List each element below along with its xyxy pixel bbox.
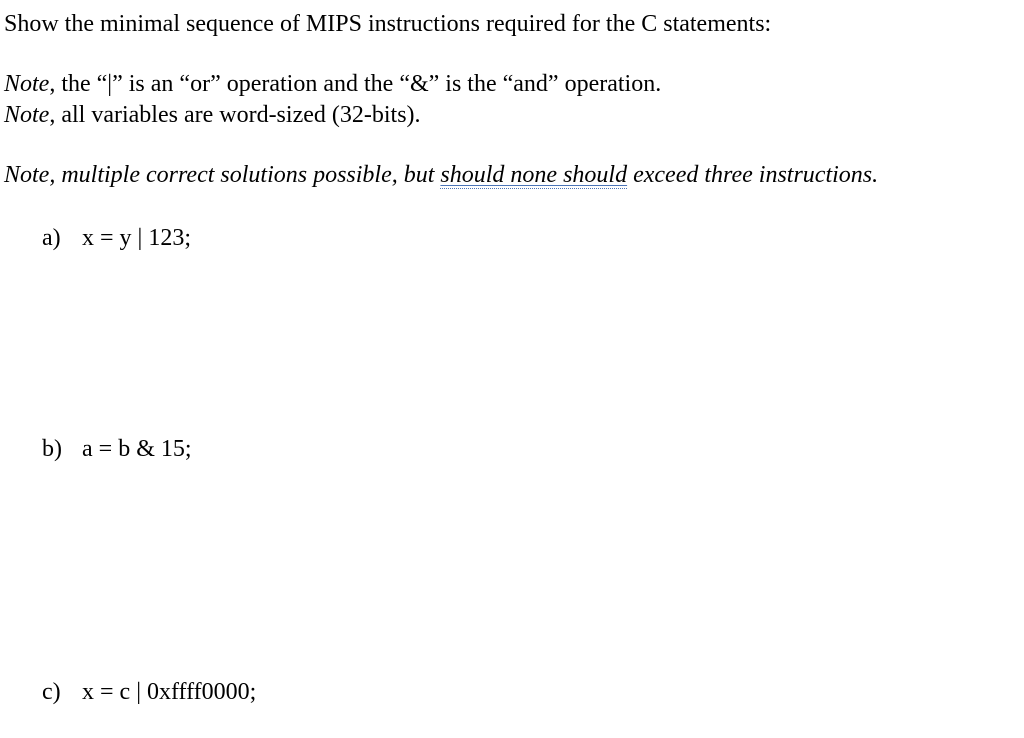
note-solutions-underlined: should none should <box>440 162 628 188</box>
question-statement: x = y | 123; <box>82 225 192 251</box>
note-text: , all variables are word-sized (32-bits). <box>49 102 421 128</box>
note-label: Note <box>4 71 50 97</box>
question-b <box>42 434 192 464</box>
question-statement: x = c | 0xffff0000; <box>82 679 257 705</box>
question-letter: a) <box>42 225 61 251</box>
question-letter: b) <box>42 436 62 462</box>
question-statement: a = b & 15; <box>82 436 192 462</box>
note-or-and <box>4 69 661 99</box>
page-title: Show the minimal sequence of MIPS instructions required for the C statements: <box>4 11 772 37</box>
note-text: , the “|” is an “or” operation and the “&” is the “and” operation. <box>49 71 662 97</box>
question-letter: c) <box>42 679 61 705</box>
note-solutions <box>4 160 878 190</box>
note-label: Note <box>4 102 50 128</box>
note-word-size <box>4 100 421 130</box>
question-a <box>42 223 191 253</box>
note-solutions-after: exceed three instructions. <box>627 162 879 188</box>
note-solutions-before: Note, multiple correct solutions possible, but <box>4 162 441 188</box>
question-c <box>42 677 256 707</box>
